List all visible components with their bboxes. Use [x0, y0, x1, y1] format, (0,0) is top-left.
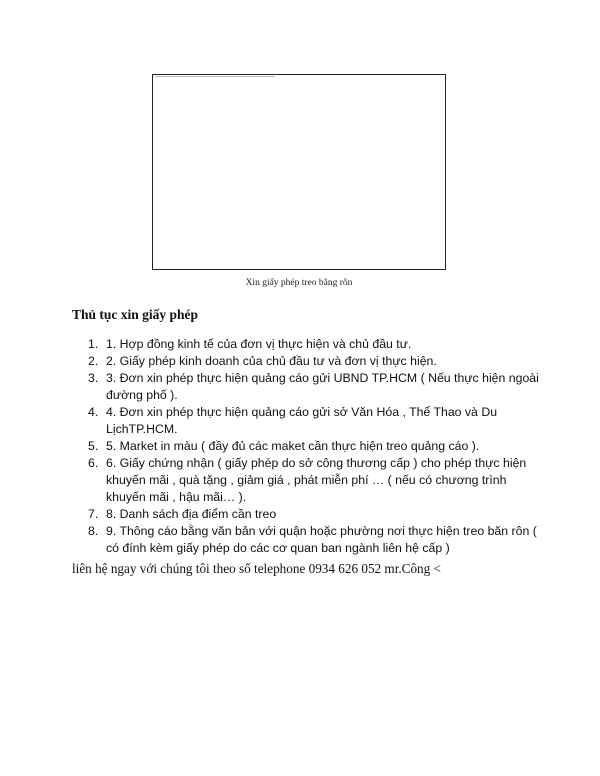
list-item-text: 1. Hợp đồng kinh tế của đơn vị thực hiện và chủ đầu tư.	[106, 337, 412, 351]
section-heading: Thủ tục xin giấy phép	[72, 307, 199, 322]
list-item-number: 8.	[88, 524, 99, 538]
figure-caption: Xin giấy phép treo băng rôn	[245, 278, 353, 288]
list-item-text: 5. Market in màu ( đầy đủ các maket cần thực hiện treo quảng cáo ).	[106, 439, 480, 453]
list-item	[88, 455, 548, 506]
list-item-text: 8. Danh sách địa điểm cần treo	[106, 507, 277, 521]
list-item-number: 2.	[88, 354, 99, 368]
list-item	[88, 370, 548, 404]
list-item-number: 4.	[88, 405, 99, 419]
list-item	[88, 353, 548, 370]
list-item-text: 6. Giấy chứng nhận ( giấy phép do sở công thương cấp ) cho phép thực hiện khuyến mãi , quà tặng , giảm giá , phát miễn phí … ( nếu có chương trình khuyến mãi , hậu mãi… ).	[106, 456, 527, 504]
list-item-text: 4. Đơn xin phép thực hiện quảng cáo gửi sở Văn Hóa , Thể Thao và Du LịchTP.HCM.	[106, 405, 498, 436]
contact-line: liên hệ ngay với chúng tôi theo số telephone 0934 626 052 mr.Công <	[72, 561, 441, 576]
list-item	[88, 506, 548, 523]
list-item-number: 7.	[88, 507, 99, 521]
list-item-number: 6.	[88, 456, 99, 470]
list-item-number: 1.	[88, 337, 99, 351]
list-item	[88, 404, 548, 438]
list-item	[88, 438, 548, 455]
list-item	[88, 336, 548, 353]
list-item-text: 9. Thông cáo bằng văn bản với quận hoặc phường nơi thực hiện treo băn rôn ( có đính kèm giấy phép do các cơ quan ban ngành liên hệ cấp )	[106, 524, 537, 555]
image-top-line	[155, 76, 275, 77]
list-item-text: 2. Giấy phép kinh doanh của chủ đầu tư và đơn vị thực hiện.	[106, 354, 437, 368]
procedure-list	[88, 336, 548, 557]
list-item	[88, 523, 548, 557]
list-item-number: 3.	[88, 371, 99, 385]
list-item-number: 5.	[88, 439, 99, 453]
list-item-text: 3. Đơn xin phép thực hiện quảng cáo gửi UBND TP.HCM ( Nếu thực hiện ngoài đường phố ).	[106, 371, 539, 402]
banner-image-placeholder	[152, 74, 446, 270]
